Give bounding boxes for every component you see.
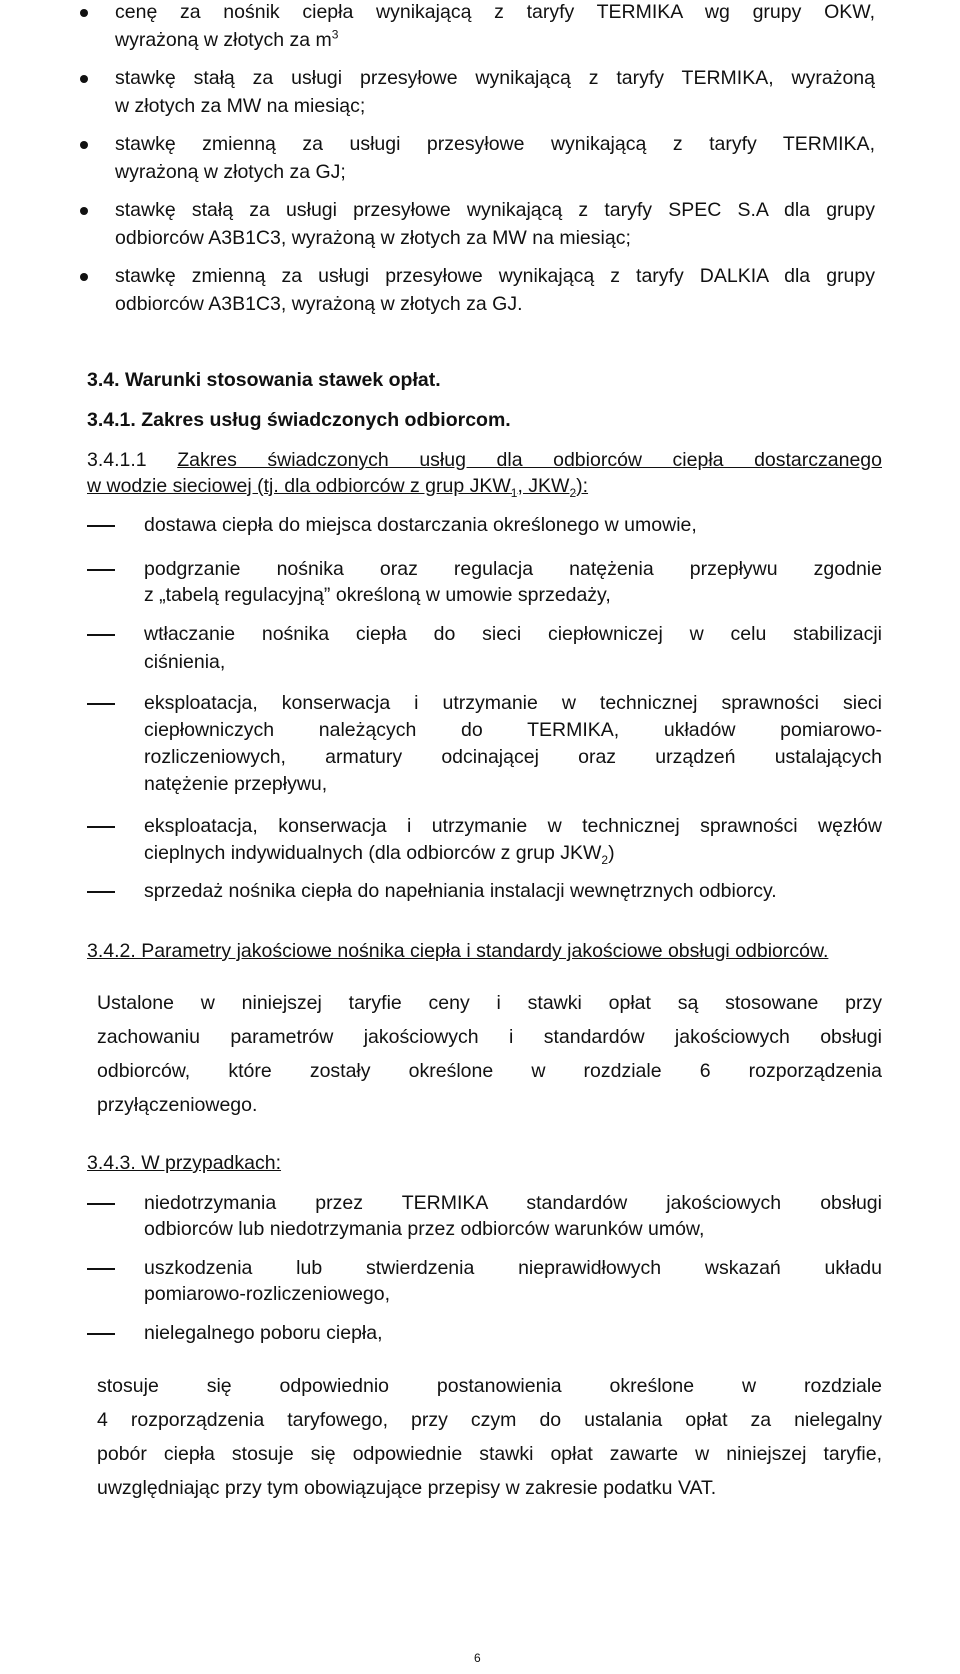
list-item-line: z „tabelą regulacyjną” określoną w umowie sprzedaży, — [144, 584, 611, 606]
list-item-line: stawkę stałą za usługi przesyłowe wynikającą z taryfy SPEC S.A dla grupy — [115, 199, 875, 221]
list-item-line: wyrażoną w złotych za $m^3$ — [115, 27, 339, 51]
list-item-line: cieplnych indywidualnych (dla odbiorców z grup $JKW_2$) — [144, 842, 615, 867]
list-item-line: nielegalnego poboru ciepła, — [144, 1322, 383, 1344]
list-item-line: natężenie przepływu, — [144, 773, 328, 795]
list-item-line: odbiorców A3B1C3, wyrażoną w złotych za MW na miesiąc; — [115, 227, 631, 249]
list-item-line: niedotrzymania przez TERMIKA standardów jakościowych obsługi — [144, 1192, 882, 1214]
list-item-line: ciepłowniczych należących do TERMIKA, układów pomiarowo- — [144, 719, 882, 741]
dash-icon — [87, 891, 115, 893]
dash-icon — [87, 1333, 115, 1335]
dash-icon — [87, 1268, 115, 1270]
dash-icon — [87, 569, 115, 571]
list-item-line: cenę za nośnik ciepła wynikającą z taryfy TERMIKA wg grupy OKW, — [115, 1, 875, 23]
paragraph-line: zachowaniu parametrów jakościowych i standardów jakościowych obsługi — [97, 1026, 882, 1048]
list-item-line: dostawa ciepła do miejsca dostarczania określonego w umowie, — [144, 514, 697, 536]
list-item-line: odbiorców A3B1C3, wyrażoną w złotych za GJ. — [115, 293, 523, 315]
list-item-line: w złotych za MW na miesiąc; — [115, 95, 366, 117]
list-item-line: podgrzanie nośnika oraz regulacja natężenia przepływu zgodnie — [144, 558, 882, 580]
dash-icon — [87, 826, 115, 828]
section-heading: 3.4. Warunki stosowania stawek opłat. — [87, 369, 441, 391]
list-item-line: stawkę stałą za usługi przesyłowe wynikającą z taryfy TERMIKA, wyrażoną — [115, 67, 875, 89]
page-number: 6 — [474, 1651, 481, 1665]
dash-icon — [87, 634, 115, 636]
heading-line: 3.4.1.1 Zakres świadczonych usług dla odbiorców ciepła dostarczanego — [87, 449, 882, 471]
list-item-line: stawkę zmienną za usługi przesyłowe wynikającą z taryfy DALKIA dla grupy — [115, 265, 875, 287]
list-item-line: eksploatacja, konserwacja i utrzymanie w technicznej sprawności sieci — [144, 692, 882, 714]
paragraph-line: 4 rozporządzenia taryfowego, przy czym do ustalania opłat za nielegalny — [97, 1409, 882, 1431]
list-item-line: pomiarowo-rozliczeniowego, — [144, 1283, 391, 1305]
bullet-dot-icon — [80, 273, 88, 281]
paragraph-line: pobór ciepła stosuje się odpowiednie stawki opłat zawarte w niniejszej taryfie, — [97, 1443, 882, 1465]
bullet-dot-icon — [80, 141, 88, 149]
list-item-line: odbiorców lub niedotrzymania przez odbiorców warunków umów, — [144, 1218, 705, 1240]
paragraph-line: stosuje się odpowiednio postanowienia określone w rozdziale — [97, 1375, 882, 1397]
subsection-heading: 3.4.1. Zakres usług świadczonych odbiorcom. — [87, 409, 511, 431]
list-item-line: wtłaczanie nośnika ciepła do sieci ciepłowniczej w celu stabilizacji — [144, 623, 882, 645]
list-item-line: eksploatacja, konserwacja i utrzymanie w technicznej sprawności węzłów — [144, 815, 882, 837]
dash-icon — [87, 1203, 115, 1205]
dash-icon — [87, 703, 115, 705]
paragraph-line: przyłączeniowego. — [97, 1094, 258, 1116]
dash-icon — [87, 525, 115, 527]
bullet-dot-icon — [80, 75, 88, 83]
heading-line: w wodzie sieciowej (tj. dla odbiorców z grup $JKW_1$, $JKW_2$): — [87, 475, 589, 500]
list-item-line: stawkę zmienną za usługi przesyłowe wynikającą z taryfy TERMIKA, — [115, 133, 875, 155]
list-item-line: sprzedaż nośnika ciepła do napełniania instalacji wewnętrznych odbiorcy. — [144, 880, 777, 902]
list-item-line: rozliczeniowych, armatury odcinającej oraz urządzeń ustalających — [144, 746, 882, 768]
subsubsection-heading: 3.4.2. Parametry jakościowe nośnika ciepła i standardy jakościowe obsługi odbiorców. — [87, 940, 829, 962]
bullet-dot-icon — [80, 207, 88, 215]
paragraph-line: uwzględniając przy tym obowiązujące przepisy w zakresie podatku VAT. — [97, 1477, 717, 1499]
list-item-line: uszkodzenia lub stwierdzenia nieprawidłowych wskazań układu — [144, 1257, 882, 1279]
subsubsection-heading: 3.4.3. W przypadkach: — [87, 1152, 282, 1174]
paragraph-line: Ustalone w niniejszej taryfie ceny i stawki opłat są stosowane przy — [97, 992, 882, 1014]
list-item-line: ciśnienia, — [144, 651, 226, 673]
list-item-line: wyrażoną w złotych za GJ; — [115, 161, 346, 183]
bullet-dot-icon — [80, 9, 88, 17]
paragraph-line: odbiorców, które zostały określone w rozdziale 6 rozporządzenia — [97, 1060, 882, 1082]
